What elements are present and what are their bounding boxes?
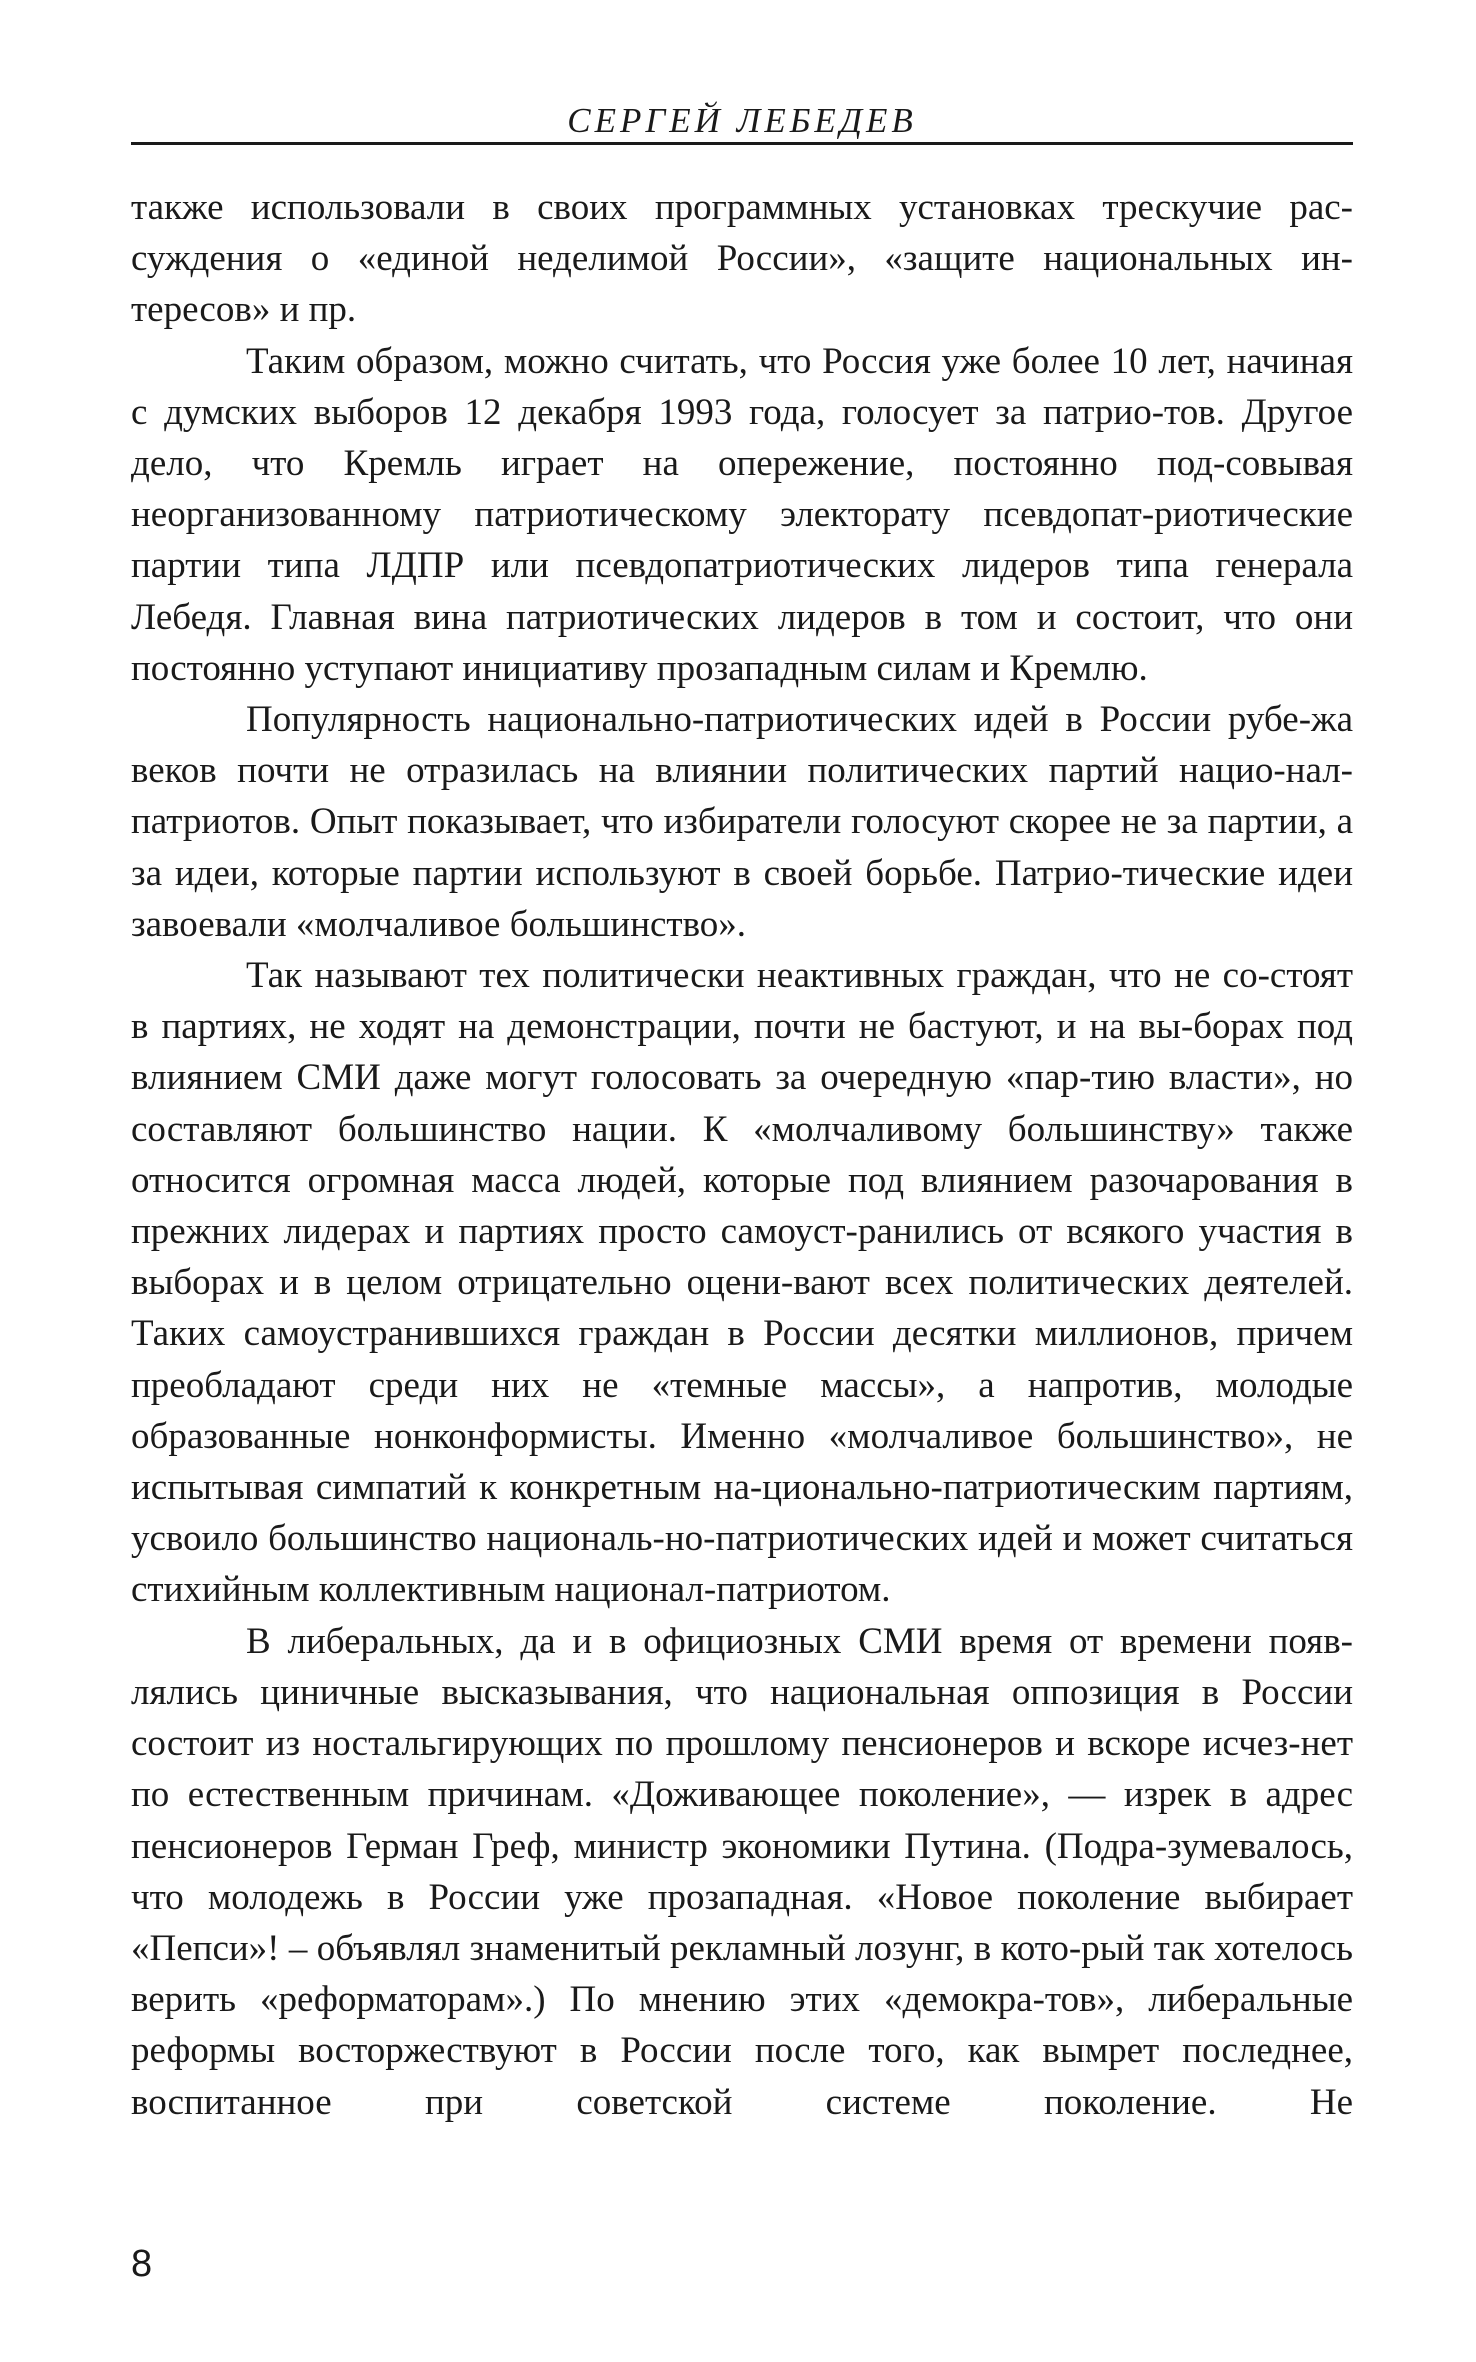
running-head: СЕРГЕЙ ЛЕБЕДЕВ	[131, 100, 1353, 145]
page-number: 8	[131, 2243, 153, 2285]
paragraph: Популярность национально-патриотических идей в России рубе-жа веков почти не отразилась на влиянии политических партий нацио-нал-патриотов. Опыт показывает, что избиратели голосуют скорее не за партии, а за идеи, которые партии используют в своей борьбе. Патрио-тические идеи завоевали «молчаливое большинство».	[131, 699, 1353, 945]
paragraph: также использовали в своих программных установках трескучие рас-суждения о «единой неделимой России», «защите национальных ин-тересов» и пр.	[131, 187, 1353, 331]
paragraph: В либеральных, да и в официозных СМИ время от времени появ-лялись циничные высказывания, что национальная оппозиция в России состоит из ностальгирующих по прошлому пенсионеров и вскоре исчез-нет по естественным причинам. «Доживающее поколение», — изрек в адрес пенсионеров Герман Греф, министр экономики Путина. (Подра-зумевалось, что молодежь в России уже прозападная. «Новое поколение выбирает «Пепси»! – объявлял знаменитый рекламный лозунг, в кото-рый так хотелось верить «реформаторам».) По мнению этих «демокра-тов», либеральные реформы восторжествуют в России после того, как вымрет последнее, воспитанное при советской системе поколение. Не	[131, 1620, 1353, 2123]
paragraph: Таким образом, можно считать, что Россия уже более 10 лет, начиная с думских выборов 12 декабря 1993 года, голосует за патрио-тов. Другое дело, что Кремль играет на опережение, постоянно под-совывая неорганизованному патриотическому электорату псевдопат-риотические партии типа ЛДПР или псевдопатриотических лидеров типа генерала Лебедя. Главная вина патриотических лидеров в том и состоит, что они постоянно уступают инициативу прозападным силам и Кремлю.	[131, 340, 1353, 689]
paragraph: Так называют тех политически неактивных граждан, что не со-стоят в партиях, не ходят на демонстрации, почти не бастуют, и на вы-борах под влиянием СМИ даже могут голосовать за очередную «пар-тию власти», но составляют большинство нации. К «молчаливому большинству» также относится огромная масса людей, которые под влиянием разочарования в прежних лидерах и партиях просто самоуст-ранились от всякого участия в выборах и в целом отрицательно оцени-вают всех политических деятелей. Таких самоустранившихся граждан в России десятки миллионов, причем преобладают среди них не «темные массы», а напротив, молодые образованные нонконформисты. Именно «молчаливое большинство», не испытывая симпатий к конкретным на-ционально-патриотическим партиям, усвоило большинство националь-но-патриотических идей и может считаться стихийным коллективным национал-патриотом.	[131, 955, 1353, 1611]
body-text	[131, 182, 1353, 2128]
